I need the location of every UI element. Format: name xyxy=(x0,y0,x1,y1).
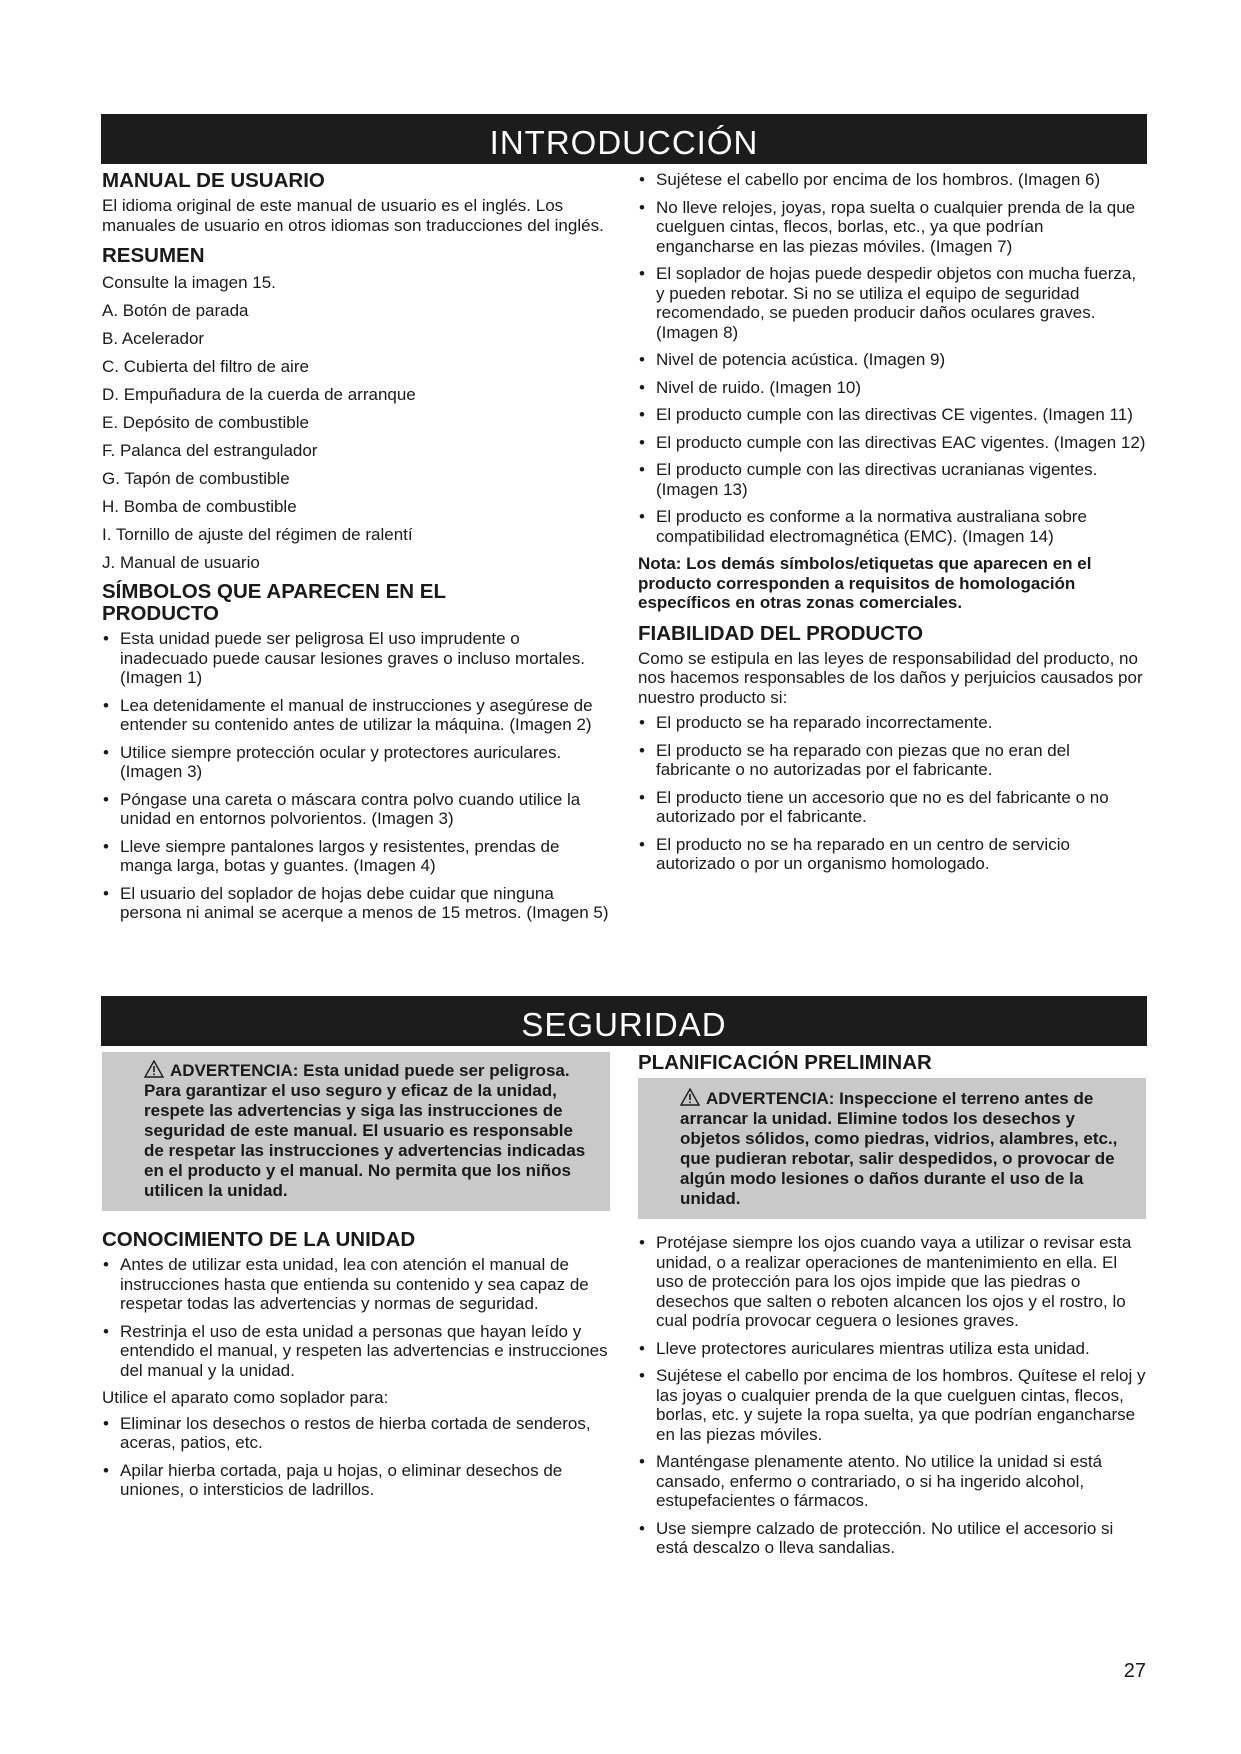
list-item: • El soplador de hojas puede despedir objetos con mucha fuerza, y pueden rebotar. Si no se utiliza el equipo de seguridad recomendado, se pueden producir daños oculares graves. (Imagen 8) xyxy=(639,264,1137,342)
part-item: G. Tapón de combustible xyxy=(102,469,290,488)
list-item: • Restrinja el uso de esta unidad a personas que hayan leído y entendido el manual, y respeten las advertencias e instrucciones del manual y la unidad. xyxy=(103,1321,608,1380)
list-item: • Protéjase siempre los ojos cuando vaya a utilizar o revisar esta unidad, o a realizar operaciones de mantenimiento en ella. El uso de protección para los ojos impide que las piedras o desechos que salten o reboten alcancen los ojos y el rostro, lo cual podría provocar ceguera o lesiones graves. xyxy=(639,1233,1132,1330)
list-item: • Utilice siempre protección ocular y protectores auriculares. (Imagen 3) xyxy=(103,742,562,781)
list-item: • El producto cumple con las directivas ucranianas vigentes. (Imagen 13) xyxy=(639,460,1098,499)
seguridad-left-column xyxy=(102,1052,610,1508)
page-number: 27 xyxy=(1123,1660,1146,1682)
part-item: E. Depósito de combustible xyxy=(102,413,309,432)
simbolos-list-left xyxy=(102,629,610,923)
intro-banner: INTRODUCCIÓN xyxy=(101,114,1147,164)
warning-box-left xyxy=(102,1052,610,1211)
list-item: • El producto se ha reparado con piezas que no eran del fabricante o no autorizadas por el fabricante. xyxy=(639,740,1070,779)
simbolos-heading: SÍMBOLOS QUE APARECEN EN EL PRODUCTO xyxy=(102,580,446,625)
intro-right-column xyxy=(638,170,1146,882)
manual-text: El idioma original de este manual de usuario es el inglés. Los manuales de usuario en otros idiomas son traducciones del inglés. xyxy=(102,196,604,235)
conocimiento-list xyxy=(102,1255,610,1380)
parts-list xyxy=(102,301,610,573)
warning-triangle-icon xyxy=(144,1060,164,1078)
list-item: • Nivel de potencia acústica. (Imagen 9) xyxy=(639,350,946,369)
uso-text: Utilice el aparato como soplador para: xyxy=(102,1388,389,1407)
list-item: • El producto tiene un accesorio que no es del fabricante o no autorizado por el fabricante. xyxy=(639,787,1109,826)
part-item: B. Acelerador xyxy=(102,329,205,348)
part-item: H. Bomba de combustible xyxy=(102,497,297,516)
fiabilidad-list xyxy=(638,713,1146,874)
list-item: • Sujétese el cabello por encima de los hombros. Quítese el reloj y las joyas o cualquier prenda de la que cuelguen cintas, flecos, borlas, etc. y sujete la ropa suelta, ya que podrían engancharse en las piezas móviles. xyxy=(639,1366,1146,1444)
part-item: I. Tornillo de ajuste del régimen de ralentí xyxy=(102,525,413,544)
list-item: • El producto es conforme a la normativa australiana sobre compatibilidad electromagnética (EMC). (Imagen 14) xyxy=(639,507,1087,546)
list-item: • Esta unidad puede ser peligrosa El uso imprudente o inadecuado puede causar lesiones graves o incluso mortales. (Imagen 1) xyxy=(103,629,585,687)
part-item: A. Botón de parada xyxy=(102,301,249,320)
list-item: • El producto cumple con las directivas CE vigentes. (Imagen 11) xyxy=(639,405,1133,424)
uso-list xyxy=(102,1414,610,1500)
conocimiento-heading: CONOCIMIENTO DE LA UNIDAD xyxy=(102,1228,416,1251)
list-item: • Sujétese el cabello por encima de los hombros. (Imagen 6) xyxy=(639,170,1101,189)
intro-left-column xyxy=(102,170,610,931)
part-item: C. Cubierta del filtro de aire xyxy=(102,357,309,376)
warning-triangle-icon xyxy=(680,1088,700,1106)
list-item: • Use siempre calzado de protección. No utilice el accesorio si está descalzo o lleva sandalias. xyxy=(639,1518,1114,1557)
manual-heading: MANUAL DE USUARIO xyxy=(102,169,325,192)
resumen-heading: RESUMEN xyxy=(102,244,205,267)
list-item: • El producto se ha reparado incorrectamente. xyxy=(639,713,993,732)
warning-box-right xyxy=(638,1078,1146,1219)
seguridad-right-column xyxy=(638,1052,1146,1566)
list-item: • El usuario del soplador de hojas debe cuidar que ninguna persona ni animal se acerque a menos de 15 metros. (Imagen 5) xyxy=(103,883,609,922)
part-item: D. Empuñadura de la cuerda de arranque xyxy=(102,385,416,404)
list-item: • El producto no se ha reparado en un centro de servicio autorizado o por un organismo homologado. xyxy=(639,834,1070,873)
list-item: • Póngase una careta o máscara contra polvo cuando utilice la unidad en entornos polvorientos. (Imagen 3) xyxy=(103,789,581,828)
list-item: • Lleve siempre pantalones largos y resistentes, prendas de manga larga, botas y guantes. (Imagen 4) xyxy=(103,836,560,875)
planificacion-heading: PLANIFICACIÓN PRELIMINAR xyxy=(638,1051,932,1074)
list-item: • Apilar hierba cortada, paja u hojas, o eliminar desechos de uniones, o intersticios de ladrillos. xyxy=(103,1460,563,1499)
seguridad-banner: SEGURIDAD xyxy=(101,996,1147,1046)
list-item: • Antes de utilizar esta unidad, lea con atención el manual de instrucciones hasta que entienda su contenido y sea capaz de respetar todas las advertencias y normas de seguridad. xyxy=(103,1255,589,1313)
list-item: • Lea detenidamente el manual de instrucciones y asegúrese de entender su contenido antes de utilizar la máquina. (Imagen 2) xyxy=(103,695,593,734)
simbolos-list-right xyxy=(638,170,1146,546)
warning-text-left: ADVERTENCIA: Esta unidad puede ser peligrosa. Para garantizar el uso seguro y eficaz de la unidad, respete las advertencias y siga las instrucciones de seguridad de este manual. El usuario es responsable de respetar las instrucciones y advertencias indicadas en el producto y el manual. No permita que los niños utilicen la unidad. xyxy=(144,1061,586,1200)
nota-text: Nota: Los demás símbolos/etiquetas que aparecen en el producto corresponden a requisitos de homologación específicos en otras zonas comerciales. xyxy=(638,554,1092,612)
fiabilidad-text: Como se estipula en las leyes de responsabilidad del producto, no nos hacemos responsables de los daños y perjuicios causados por nuestro producto si: xyxy=(638,648,1143,707)
part-item: F. Palanca del estrangulador xyxy=(102,441,318,460)
list-item: • Lleve protectores auriculares mientras utiliza esta unidad. xyxy=(639,1338,1090,1358)
list-item: • No lleve relojes, joyas, ropa suelta o cualquier prenda de la que cuelguen cintas, flecos, borlas, etc., ya que podrían engancharse en las piezas móviles. (Imagen 7) xyxy=(639,197,1136,256)
fiabilidad-heading: FIABILIDAD DEL PRODUCTO xyxy=(638,621,924,645)
part-item: J. Manual de usuario xyxy=(102,553,260,572)
list-item: • Nivel de ruido. (Imagen 10) xyxy=(639,377,862,397)
list-item: • Eliminar los desechos o restos de hierba cortada de senderos, aceras, patios, etc. xyxy=(103,1413,591,1452)
warning-text-right: ADVERTENCIA: Inspeccione el terreno antes de arrancar la unidad. Elimine todos los desechos y objetos sólidos, como piedras, vidrios, alambres, etc., que pudieran rebotar, salir despedidos, o provocar de algún modo lesiones o daños durante el uso de la unidad. xyxy=(680,1089,1118,1208)
list-item: • El producto cumple con las directivas EAC vigentes. (Imagen 12) xyxy=(639,432,1146,452)
list-item: • Manténgase plenamente atento. No utilice la unidad si está cansado, enfermo o contrariado, o si ha ingerido alcohol, estupefacientes o fármacos. xyxy=(639,1452,1103,1510)
resumen-text: Consulte la imagen 15. xyxy=(102,273,276,292)
planificacion-list xyxy=(638,1233,1146,1558)
